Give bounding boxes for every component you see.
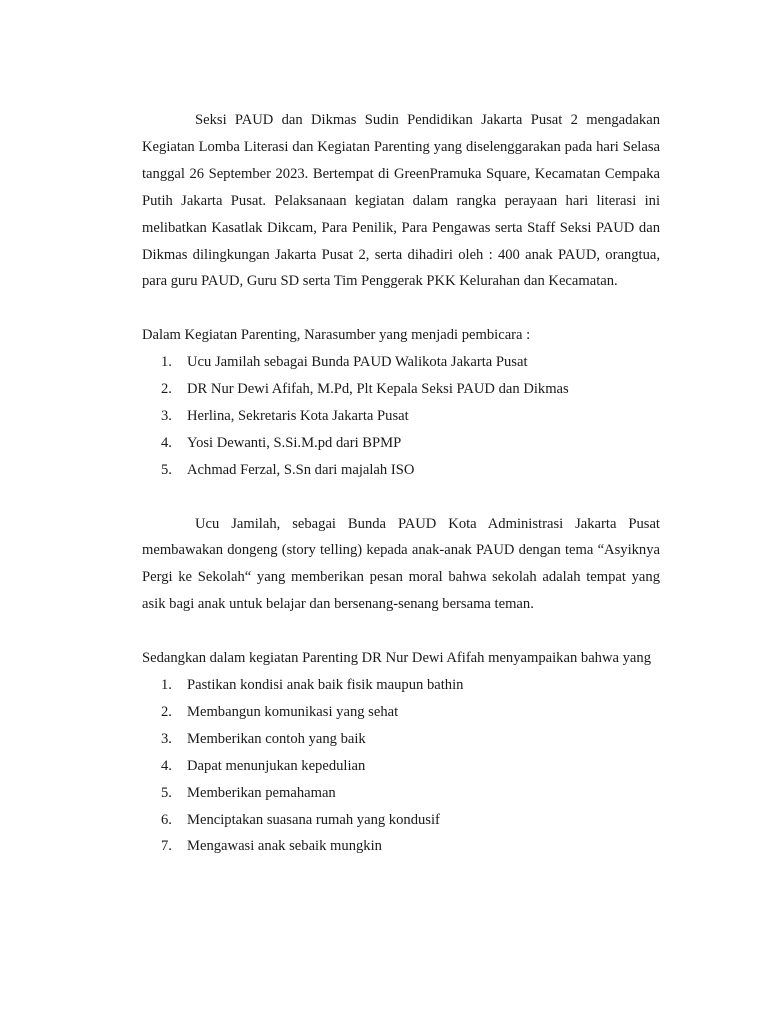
list-item-text: Achmad Ferzal, S.Sn dari majalah ISO xyxy=(187,461,415,478)
list-item-text: Yosi Dewanti, S.Si.M.pd dari BPMP xyxy=(187,434,402,451)
list-item xyxy=(142,349,660,376)
list-item xyxy=(142,430,660,457)
list-item-text: Ucu Jamilah sebagai Bunda PAUD Walikota Jakarta Pusat xyxy=(187,354,528,371)
list-number: 4. xyxy=(161,434,172,451)
paragraph-gap xyxy=(142,295,660,322)
list-item-text: Memberikan contoh yang baik xyxy=(187,730,366,747)
list-item xyxy=(142,672,660,699)
paragraph-gap xyxy=(142,484,660,511)
list-number: 2. xyxy=(161,703,172,720)
list-item xyxy=(142,376,660,403)
speakers-list xyxy=(142,349,660,484)
list-number: 6. xyxy=(161,811,172,828)
list-item xyxy=(142,699,660,726)
list-item xyxy=(142,807,660,834)
list-number: 1. xyxy=(161,354,172,371)
list-number: 3. xyxy=(161,407,172,424)
list-item xyxy=(142,457,660,484)
list-number: 7. xyxy=(161,838,172,855)
list-item xyxy=(142,403,660,430)
list-item xyxy=(142,833,660,860)
list-item-text: Membangun komunikasi yang sehat xyxy=(187,703,399,720)
list-item xyxy=(142,726,660,753)
list-number: 2. xyxy=(161,381,172,398)
list-number: 5. xyxy=(161,784,172,801)
list-number: 5. xyxy=(161,461,172,478)
list-item-text: Mengawasi anak sebaik mungkin xyxy=(187,838,382,855)
list-item xyxy=(142,780,660,807)
document-body xyxy=(142,107,660,860)
list-number: 4. xyxy=(161,757,172,774)
list-item-text: DR Nur Dewi Afifah, M.Pd, Plt Kepala Seksi PAUD dan Dikmas xyxy=(187,381,569,398)
list-item-text: Menciptakan suasana rumah yang kondusif xyxy=(187,811,440,828)
speakers-intro: Dalam Kegiatan Parenting, Narasumber yang menjadi pembicara : xyxy=(142,327,531,344)
list-item-text: Memberikan pemahaman xyxy=(187,784,336,801)
parenting-intro: Sedangkan dalam kegiatan Parenting DR Nur Dewi Afifah menyampaikan bahwa yang xyxy=(142,650,652,667)
paragraph-gap xyxy=(142,618,660,645)
intro-paragraph: Seksi PAUD dan Dikmas Sudin Pendidikan Jakarta Pusat 2 mengadakan Kegiatan Lomba Literasi dan Kegiatan Parenting yang diselenggarakan pada hari Selasa tanggal 26 September 2023. Bertempat di GreenPramuka Square, Kecamatan Cempaka Putih Jakarta Pusat. Pelaksanaan kegiatan dalam rangka perayaan hari literasi ini melibatkan Kasatlak Dikcam, Para Penilik, Para Pengawas serta Staff Seksi PAUD dan Dikmas dilingkungan Jakarta Pusat 2, serta dihadiri oleh : 400 anak PAUD, orangtua, para guru PAUD, Guru SD serta Tim Penggerak PKK Kelurahan dan Kecamatan. xyxy=(142,112,660,290)
list-number: 3. xyxy=(161,730,172,747)
list-number: 1. xyxy=(161,676,172,693)
list-item-text: Pastikan kondisi anak baik fisik maupun bathin xyxy=(187,676,464,693)
tips-list xyxy=(142,672,660,860)
list-item xyxy=(142,753,660,780)
storytelling-paragraph: Ucu Jamilah, sebagai Bunda PAUD Kota Administrasi Jakarta Pusat membawakan dongeng (story telling) kepada anak-anak PAUD dengan tema “Asyiknya Pergi ke Sekolah“ yang memberikan pesan moral bahwa sekolah adalah tempat yang asik bagi anak untuk belajar dan bersenang-senang bersama teman. xyxy=(142,515,660,613)
list-item-text: Herlina, Sekretaris Kota Jakarta Pusat xyxy=(187,407,409,424)
list-item-text: Dapat menunjukan kepedulian xyxy=(187,757,366,774)
